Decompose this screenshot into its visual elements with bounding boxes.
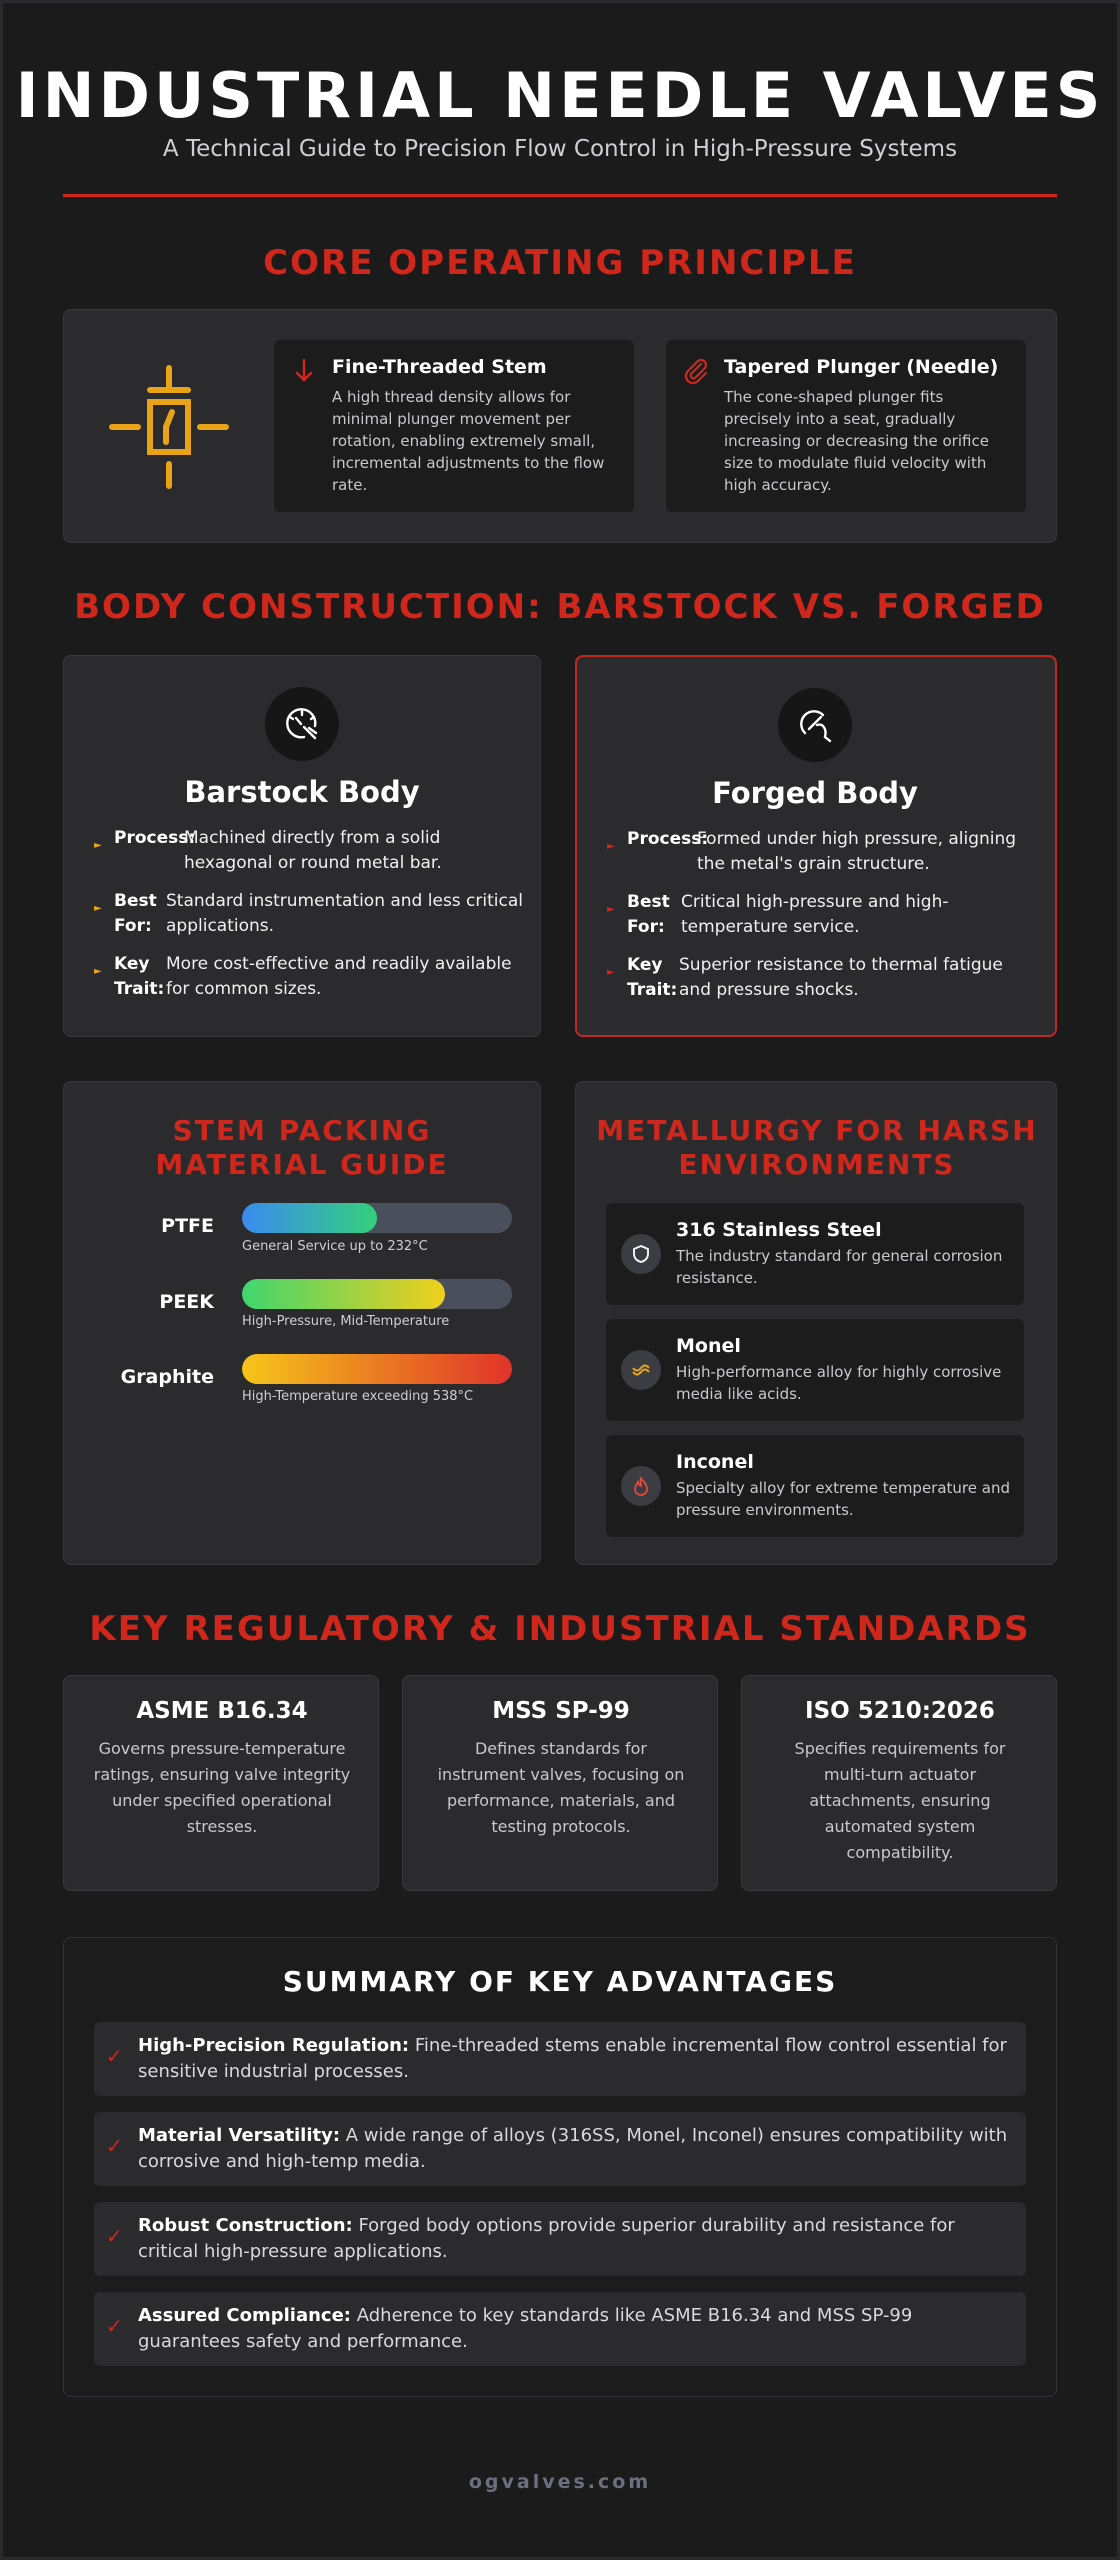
packing-note: High-Pressure, Mid-Temperature [242, 1314, 450, 1329]
valve-icon [104, 360, 234, 494]
shield-icon [621, 1234, 661, 1274]
principle-card [63, 309, 1057, 543]
forged-title: Forged Body [712, 776, 918, 810]
standards-section-title: KEY REGULATORY & INDUSTRIAL STANDARDS [89, 1609, 1031, 1649]
barstock-row: ► Key Trait: More cost-effective and readily available for common sizes. [94, 954, 512, 999]
barstock-row: ► Best For: Standard instrumentation and less critical applications. [94, 891, 523, 936]
packing-note: High-Temperature exceeding 538°C [242, 1389, 474, 1404]
check-icon: ✓ [106, 2314, 123, 2338]
packing-bar-fill [242, 1203, 377, 1233]
wave-icon [621, 1350, 661, 1390]
barstock-row: ► Process: Machined directly from a solid hexagonal or round metal bar. [94, 828, 442, 873]
gauge-icon [265, 687, 339, 761]
forged-row: ► Best For: Critical high-pressure and high-temperature service. [607, 892, 949, 937]
packing-bar-fill [242, 1279, 445, 1309]
hammer-icon [778, 688, 852, 762]
barstock-card [63, 655, 541, 1037]
check-icon: ✓ [106, 2044, 123, 2068]
forged-row: ► Key Trait: Superior resistance to thermal fatigue and pressure shocks. [607, 955, 1003, 1000]
packing-bar-track [242, 1279, 512, 1309]
check-icon: ✓ [106, 2224, 123, 2248]
advantage-item: ✓ Assured Compliance: Adherence to key standards like ASME B16.34 and MSS SP-99 guarantees safety and performance. [94, 2292, 1026, 2366]
principle-item-plunger [666, 340, 1026, 512]
packing-bar-track [242, 1354, 512, 1384]
principle-item-title: Fine-Threaded Stem [332, 356, 547, 378]
metal-item: Monel High-performance alloy for highly corrosive media like acids. [606, 1319, 1024, 1421]
advantage-item: ✓ Material Versatility: A wide range of alloys (316SS, Monel, Inconel) ensures compatibility with corrosive and high-temp media. [94, 2112, 1026, 2186]
principle-item-stem [274, 340, 634, 512]
forged-card [575, 655, 1057, 1037]
metal-item: 316 Stainless Steel The industry standard for general corrosion resistance. [606, 1203, 1024, 1305]
packing-title: STEM PACKING MATERIAL GUIDE [155, 1114, 449, 1181]
packing-note: General Service up to 232°C [242, 1239, 428, 1254]
packing-name: Graphite [120, 1366, 214, 1388]
advantages-title: SUMMARY OF KEY ADVANTAGES [282, 1965, 838, 1998]
packing-card [63, 1081, 541, 1565]
packing-bar-fill [242, 1354, 512, 1384]
principle-item-text: A high thread density allows for minimal plunger movement per rotation, enabling extremely small, incremental adjustments to the flow rate. [332, 388, 605, 494]
header-divider [63, 194, 1057, 197]
paperclip-icon [682, 356, 710, 384]
standard-card: ISO 5210:2026 Specifies requirements for multi-turn actuator attachments, ensuring automated system compatibility. [741, 1675, 1057, 1891]
page-subtitle: A Technical Guide to Precision Flow Control in High-Pressure Systems [162, 136, 958, 162]
construction-section-title: BODY CONSTRUCTION: BARSTOCK VS. FORGED [74, 587, 1046, 627]
barstock-title: Barstock Body [184, 775, 420, 809]
packing-name: PEEK [159, 1291, 214, 1313]
advantage-item: ✓ High-Precision Regulation: Fine-threaded stems enable incremental flow control essential for sensitive industrial processes. [94, 2022, 1026, 2096]
advantages-card [63, 1937, 1057, 2397]
metallurgy-card [575, 1081, 1057, 1565]
metal-item: Inconel Specialty alloy for extreme temperature and pressure environments. [606, 1435, 1024, 1537]
packing-name: PTFE [161, 1215, 214, 1237]
standard-card: MSS SP-99 Defines standards for instrument valves, focusing on performance, materials, and testing protocols. [402, 1675, 718, 1891]
page-title: INDUSTRIAL NEEDLE VALVES [15, 59, 1105, 132]
infographic-page [3, 3, 1117, 2557]
arrow-down-icon [290, 356, 318, 384]
packing-bar-track [242, 1203, 512, 1233]
flame-icon [621, 1466, 661, 1506]
forged-row: ► Process: Formed under high pressure, aligning the metal's grain structure. [607, 829, 1017, 874]
principle-section-title: CORE OPERATING PRINCIPLE [263, 243, 857, 283]
standard-card: ASME B16.34 Governs pressure-temperature ratings, ensuring valve integrity under specified operational stresses. [63, 1675, 379, 1891]
principle-item-title: Tapered Plunger (Needle) [724, 356, 999, 378]
check-icon: ✓ [106, 2134, 123, 2158]
principle-item-text: The cone-shaped plunger fits precisely into a seat, gradually increasing or decreasing the orifice size to modulate fluid velocity with high accuracy. [724, 388, 989, 494]
metallurgy-title: METALLURGY FOR HARSH ENVIRONMENTS [596, 1114, 1038, 1181]
advantage-item: ✓ Robust Construction: Forged body options provide superior durability and resistance for critical high-pressure applications. [94, 2202, 1026, 2276]
footer-link[interactable]: ogvalves.com [468, 2471, 652, 2493]
